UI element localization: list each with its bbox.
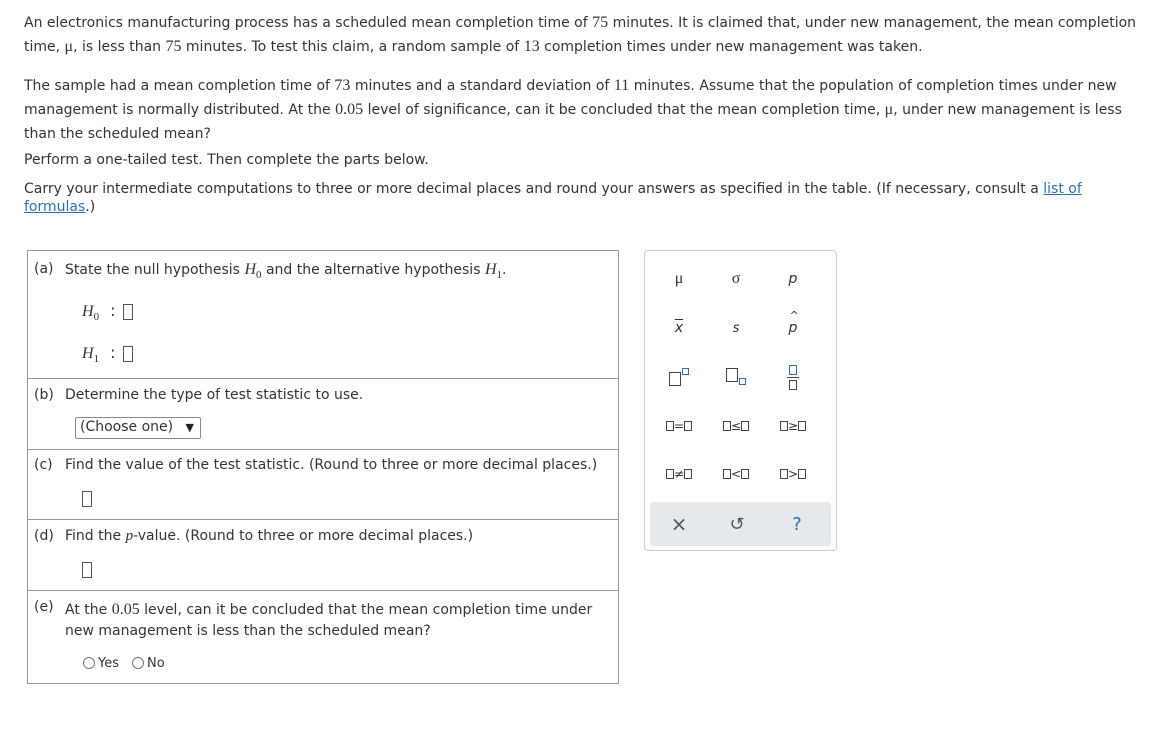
less-than-button[interactable]: < [711,459,761,489]
greater-than-button[interactable]: > [768,459,818,489]
palette-footer [650,502,831,546]
p-hat-button[interactable]: ^ p [788,309,799,336]
instruction-rounding: Carry your intermediate computations to three or more decimal places and round your answers as specified in the table. (If necessary, consult a list of formulas.) [24,181,1082,215]
part-b-question: Determine the type of test statistic to use. [65,387,364,403]
part-a-label: (a) [34,261,54,277]
superscript-button[interactable] [654,362,704,392]
alternative-hypothesis-label: $H_1$ : [82,343,116,366]
alternative-hypothesis-input[interactable] [123,346,133,362]
null-hypothesis-label: $H_0$ : [82,301,116,324]
part-a-row [28,251,618,379]
problem-paragraph-2: The sample had a mean completion time of 73 minutes and a standard deviation of 11 minutes. Assume that the population of completion times under new management is normally distributed. At the 0.05 level of significance, can it be concluded that the mean completion time, μ, under new management is less than the scheduled mean? [24,77,1122,142]
part-b-label: (b) [34,387,54,403]
instruction-one-tailed: Perform a one-tailed test. Then complete the parts below. [24,152,429,168]
part-c-row [28,450,618,520]
part-e-question: At the 0.05 level, can it be concluded that the mean completion time under new management is less than the scheduled mean? [65,601,593,639]
no-radio[interactable] [132,657,144,669]
part-d-row [28,520,618,591]
problem-paragraph-1: An electronics manufacturing process has a scheduled mean completion time of 75 minutes. It is claimed that, under new management, the mean completion time, μ, is less than 75 minutes. To test this claim, a random sample of 13 completion times under new management was taken. [24,14,1137,55]
test-statistic-type-select[interactable]: (Choose one) ▼ [75,417,201,439]
yes-radio[interactable] [83,657,95,669]
greater-equal-button[interactable]: ≥ [768,411,818,441]
fraction-button[interactable] [768,362,818,392]
equals-button[interactable]: = [654,411,704,441]
yes-option[interactable]: Yes [83,656,119,671]
no-option[interactable]: No [132,656,165,671]
part-c-label: (c) [34,457,53,473]
less-equal-button[interactable]: ≤ [711,411,761,441]
subscript-button[interactable] [711,362,761,392]
part-d-label: (d) [34,528,54,544]
part-c-question: Find the value of the test statistic. (Round to three or more decimal places.) [65,457,598,473]
s-button[interactable]: s [732,320,740,336]
x-bar-button[interactable]: $\overline{x}$ [674,320,684,336]
not-equal-button[interactable]: ≠ [654,459,704,489]
test-statistic-input[interactable] [82,491,92,507]
clear-icon[interactable]: × [670,512,688,536]
undo-icon[interactable]: ↺ [729,513,745,535]
sigma-button[interactable]: σ [731,270,741,287]
part-b-row [28,379,618,450]
question-table [27,250,619,684]
help-icon[interactable]: ? [792,513,802,535]
symbol-palette [644,250,837,551]
part-d-question: Find the p-value. (Round to three or more decimal places.) [65,528,474,544]
mu-button[interactable]: μ [674,270,684,287]
part-a-question: State the null hypothesis $H_0$ and the alternative hypothesis $H_1$. [65,261,507,281]
dropdown-arrow-icon: ▼ [185,421,194,434]
part-e-label: (e) [34,599,54,615]
part-e-row [28,591,618,683]
p-button[interactable]: p [788,271,798,287]
p-value-input[interactable] [82,562,92,578]
null-hypothesis-input[interactable] [123,304,133,320]
list-of-formulas-link[interactable]: list of formulas [24,181,1082,215]
